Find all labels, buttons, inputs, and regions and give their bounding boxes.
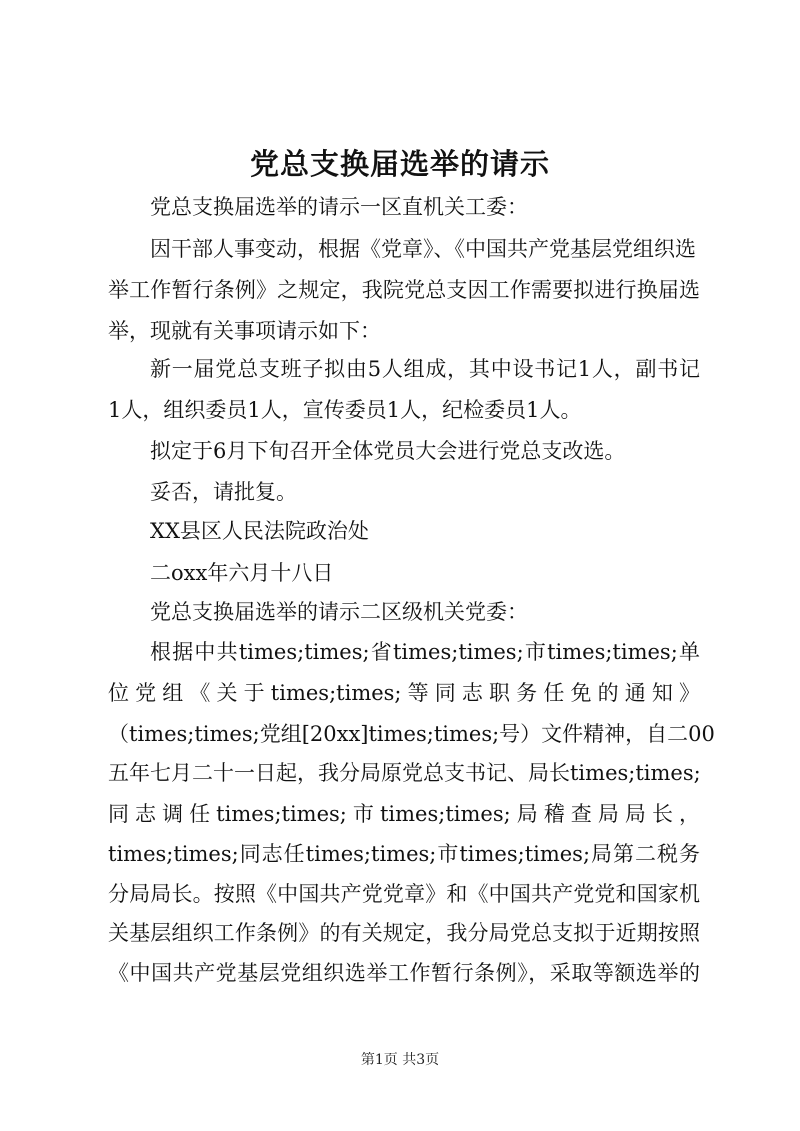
paragraph-line: 新一届党总支班子拟由5人组成，其中设书记1人，副书记 [150,357,700,381]
paragraph-line: XX县区人民法院政治处 [150,519,369,543]
paragraph-line: 关基层组织工作条例》的有关规定，我分局党总支拟于近期按照 [108,921,700,945]
paragraph-line: 位党组《关于times;times;等同志职务任免的通知》 [108,681,700,705]
document-title: 党总支换届选举的请示 [249,147,550,181]
paragraph-line: 《中国共产党基层党组织选举工作暂行条例》，采取等额选举的 [108,961,700,985]
page-footer: 第1页 共3页 [360,1052,440,1068]
paragraph-line: 因干部人事变动，根据《党章》、《中国共产党基层党组织选 [150,237,696,261]
paragraph-line: 妥否，请批复。 [150,480,297,504]
paragraph-line: 同志调任times;times;市times;times;局稽查局局长， [108,802,700,826]
paragraph-line: （times;times;党组[20xx]times;times;号）文件精神，自二00 [108,722,715,746]
paragraph-line: 分局局长。按照《中国共产党党章》和《中国共产党党和国家机 [108,882,700,906]
paragraph-line: 举工作暂行条例》之规定，我院党总支因工作需要拟进行换届选 [108,278,700,302]
paragraph-line: 党总支换届选举的请示二区级机关党委： [150,600,528,624]
paragraph-line: 根据中共times;times;省times;times;市times;times;单 [150,640,700,664]
paragraph-line: 五年七月二十一日起，我分局原党总支书记、局长times;times; [108,761,701,785]
paragraph-line: 举，现就有关事项请示如下： [108,319,381,343]
paragraph-line: 拟定于6月下旬召开全体党员大会进行党总支改选。 [150,439,626,463]
paragraph-line: 二oxx年六月十八日 [150,561,334,585]
paragraph-line: times;times;同志任times;times;市times;times;局第二税务 [108,842,700,866]
paragraph-line: 党总支换届选举的请示一区直机关工委： [150,195,528,219]
paragraph-line: 1人，组织委员1人，宣传委员1人，纪检委员1人。 [108,398,582,422]
